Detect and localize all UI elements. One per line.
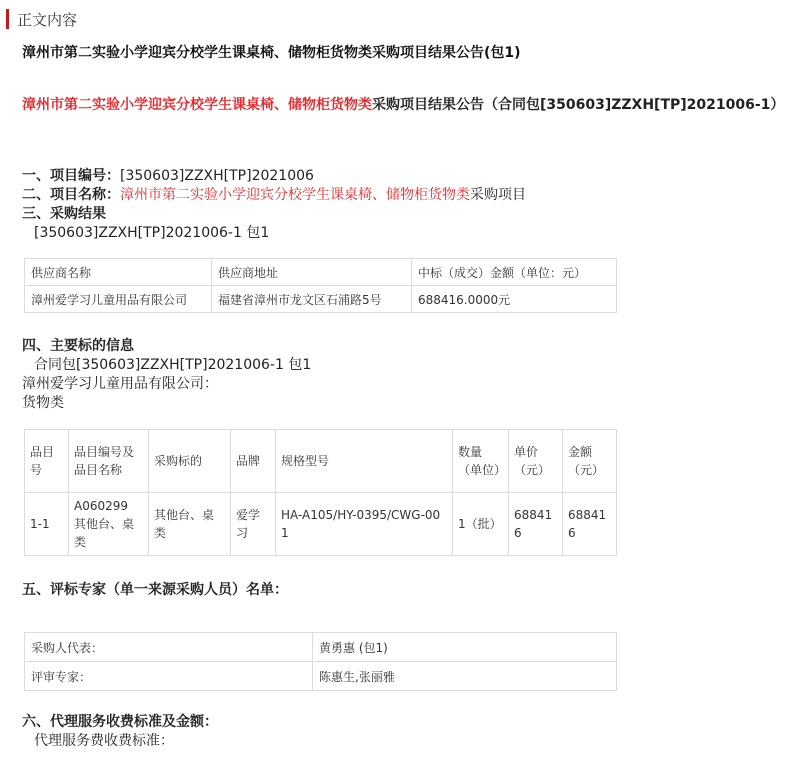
project-name-suffix: 采购项目 [470,187,526,203]
subtitle-project-name: 漳州市第二实验小学迎宾分校学生课桌椅、储物柜货物类 [22,97,372,113]
main-items-category: 货物类 [22,395,64,411]
expert-heading [22,579,288,599]
header-cell: 品牌 [231,430,276,493]
amount-cell: 688416 [563,493,617,556]
quantity-cell: 1（批） [453,493,509,556]
names-cell: 陈惠生,张丽雅 [313,662,617,691]
unit-price-cell: 688416 [509,493,563,556]
fee-heading [22,711,218,731]
header-cell: 中标（成交）金额（单位：元） [412,259,617,286]
brand-cell: 爱学习 [231,493,276,556]
main-items-package: 合同包[350603]ZZXH[TP]2021006-1 包1 [34,357,312,373]
table-row [25,286,617,313]
project-number-label: 一、项目编号： [22,168,120,184]
supplier-name-cell: 漳州爱学习儿童用品有限公司 [25,286,212,313]
notice-subtitle [22,94,784,114]
result-heading [22,203,106,223]
subject-cell: 其他台、桌类 [149,493,231,556]
table-row [25,633,617,662]
result-table [24,258,617,313]
result-package: [350603]ZZXH[TP]2021006-1 包1 [34,225,270,241]
project-name-label: 二、项目名称： [22,187,120,203]
project-number-line [22,165,314,185]
header-cell: 供应商名称 [25,259,212,286]
section-header-label: 正文内容 [17,10,78,29]
section-header [6,8,77,30]
fee-standard-label: 代理服务费收费标准： [34,733,174,749]
header-cell: 采购标的 [149,430,231,493]
role-cell: 采购人代表： [25,633,313,662]
header-cell: 规格型号 [276,430,453,493]
header-cell: 供应商地址 [212,259,412,286]
fee-heading-label: 六、代理服务收费标准及金额： [22,714,218,730]
main-items-heading-label: 四、主要标的信息 [22,338,134,354]
expert-table [24,632,617,691]
main-items-heading [22,335,134,355]
header-cell: 金额（元） [563,430,617,493]
table-header-row [25,259,617,286]
header-cell: 品目号 [25,430,69,493]
item-code-name-cell: A060299 其他台、桌类 [69,493,149,556]
main-items-supplier: 漳州爱学习儿童用品有限公司： [22,376,218,392]
item-number-cell: 1-1 [25,493,69,556]
notice-title: 漳州市第二实验小学迎宾分校学生课桌椅、储物柜货物类采购项目结果公告(包1) [22,45,521,61]
project-name-value: 漳州市第二实验小学迎宾分校学生课桌椅、储物柜货物类 [120,187,470,203]
item-table [24,429,617,556]
header-accent-bar [6,9,9,29]
supplier-address-cell: 福建省漳州市龙文区石浦路5号 [212,286,412,313]
table-header-row [25,430,617,493]
table-row [25,662,617,691]
spec-cell: HA-A105/HY-0395/CWG-001 [276,493,453,556]
subtitle-package: 采购项目结果公告（合同包[350603]ZZXH[TP]2021006-1） [372,97,785,113]
header-cell: 数量（单位） [453,430,509,493]
role-cell: 评审专家： [25,662,313,691]
header-cell: 品目编号及品目名称 [69,430,149,493]
project-name-line [22,184,526,204]
table-row [25,493,617,556]
project-number-value: [350603]ZZXH[TP]2021006 [120,168,314,184]
expert-heading-label: 五、评标专家（单一来源采购人员）名单： [22,582,288,598]
names-cell: 黄勇惠 (包1) [313,633,617,662]
award-amount-cell: 688416.0000元 [412,286,617,313]
header-cell: 单价（元） [509,430,563,493]
result-heading-label: 三、采购结果 [22,206,106,222]
